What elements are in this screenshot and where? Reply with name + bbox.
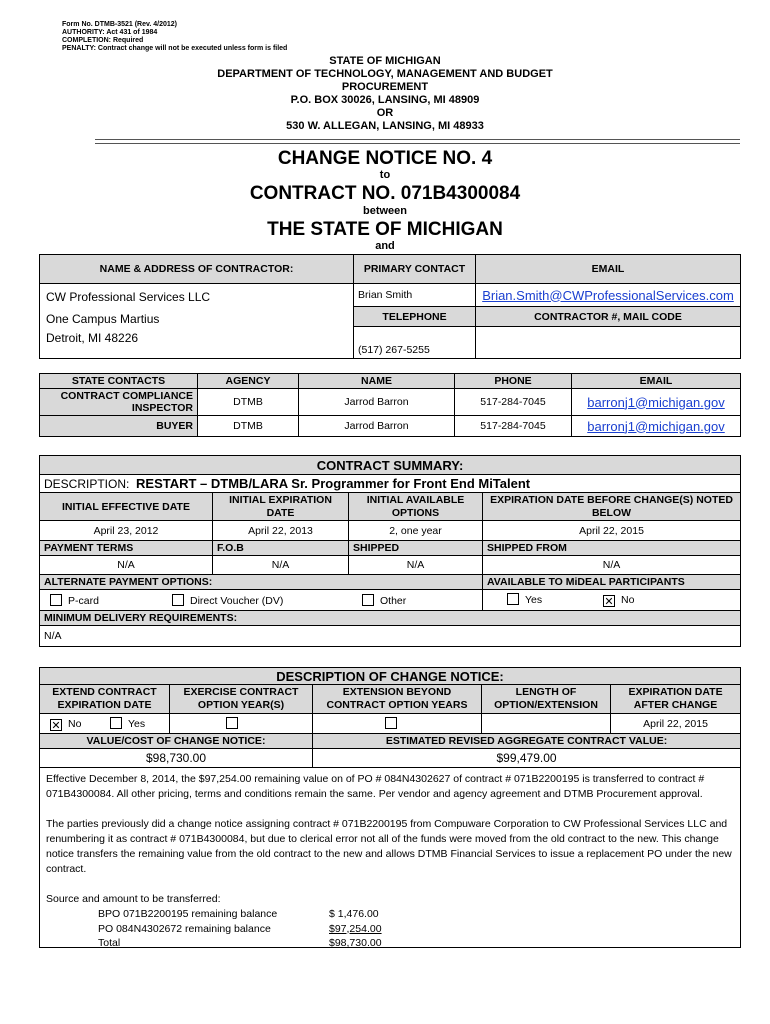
extend-yes-label: Yes [128,717,146,730]
email-header: EMAIL [476,255,741,284]
contractor-name-address-header: NAME & ADDRESS OF CONTRACTOR: [40,255,354,284]
contact-phone: 517-284-7045 [455,389,572,416]
transfer-label: Total [98,937,121,949]
initial-options: 2, one year [349,521,483,541]
transfer-amount: $97,254.00 [329,922,382,935]
pcard-label: P-card [68,594,99,607]
fob-header: F.O.B [213,541,349,556]
form-metadata [62,21,287,53]
shipped-header: SHIPPED [349,541,483,556]
primary-contact-header: PRIMARY CONTACT [354,255,476,284]
state-email-header: EMAIL [572,374,741,389]
table-row [98,936,382,951]
extend-no-label: No [68,717,82,730]
extension-beyond-checkbox[interactable] [385,717,397,729]
state-contacts-header: STATE CONTACTS [40,374,198,389]
expiration-before-change: April 22, 2015 [483,521,741,541]
other-label: Other [380,594,407,607]
transfer-label: PO 084N4302672 remaining balance [98,922,271,935]
initial-effective-date: April 23, 2012 [40,521,213,541]
extension-beyond-header: EXTENSION BEYOND CONTRACT OPTION YEARS [313,685,482,714]
source-label: Source and amount to be transferred: [46,893,221,905]
mideal-no-label: No [621,594,635,606]
direct-voucher-checkbox[interactable] [172,594,184,606]
table-row [98,907,382,922]
initial-options-header: INITIAL AVAILABLE OPTIONS [349,493,483,521]
contact-role: CONTRACT COMPLIANCE INSPECTOR [40,389,198,416]
contractor-table [39,254,741,359]
header-division: PROCUREMENT [341,81,429,93]
change-notice-narrative [46,772,736,951]
mideal-options [483,590,741,611]
header-state: STATE OF MICHIGAN [329,55,441,67]
payment-terms-header: PAYMENT TERMS [40,541,213,556]
shipped-value: N/A [349,556,483,575]
value-of-change-header: VALUE/COST OF CHANGE NOTICE: [40,734,313,749]
header-department: DEPARTMENT OF TECHNOLOGY, MANAGEMENT AND BUDGET [217,68,553,80]
shipped-from-value: N/A [483,556,741,575]
primary-contact-name: Brian Smith [354,284,476,307]
pcard-checkbox[interactable] [50,594,62,606]
contact-name: Jarrod Barron [299,416,455,437]
exercise-option-checkbox[interactable] [226,717,238,729]
contractor-address-line2: Detroit, MI 48226 [46,331,139,345]
contractor-address-cell [40,284,354,359]
header-street: 530 W. ALLEGAN, LANSING, MI 48933 [286,120,484,132]
telephone-header: TELEPHONE [354,307,476,327]
extend-expiration-header: EXTEND CONTRACT EXPIRATION DATE [40,685,170,714]
contractor-address-line1: One Campus Martius [46,312,160,326]
contractor-email-link[interactable]: Brian.Smith@CWProfessionalServices.com [482,287,734,303]
mideal-header: AVAILABLE TO MiDEAL PARTICIPANTS [483,575,741,590]
contact-role: BUYER [40,416,198,437]
minimum-delivery-value: N/A [40,626,741,647]
direct-voucher-label: Direct Voucher (DV) [190,594,284,607]
transfer-amount: $98,730.00 [329,937,382,949]
initial-effective-date-header: INITIAL EFFECTIVE DATE [40,493,213,521]
length-of-option-value [482,714,611,734]
phone-header: PHONE [455,374,572,389]
change-notice-title: DESCRIPTION OF CHANGE NOTICE: [40,668,741,685]
agency-header [0,55,770,133]
table-row [40,389,741,416]
contract-summary-title: CONTRACT SUMMARY: [40,456,741,475]
extend-yes-checkbox[interactable] [110,717,122,729]
contractor-email-cell[interactable] [476,284,741,307]
contractor-name: CW Professional Services LLC [46,290,211,304]
contact-email-cell[interactable] [572,389,741,416]
state-title: THE STATE OF MICHIGAN [267,219,503,240]
header-or: OR [376,107,394,119]
aggregate-value-header: ESTIMATED REVISED AGGREGATE CONTRACT VALUE: [313,734,741,749]
description-row [40,475,741,493]
length-of-option-header: LENGTH OF OPTION/EXTENSION [482,685,611,714]
contract-summary-table [39,455,741,647]
extension-beyond-cell [313,714,482,734]
transfer-table [98,907,382,951]
alternate-payment-header: ALTERNATE PAYMENT OPTIONS: [40,575,483,590]
contractor-telephone: (517) 267-5255 [354,327,476,359]
other-checkbox[interactable] [362,594,374,606]
minimum-delivery-header: MINIMUM DELIVERY REQUIREMENTS: [40,611,741,626]
header-po-box: P.O. BOX 30026, LANSING, MI 48909 [290,94,480,106]
title-between: between [362,205,407,217]
payment-terms: N/A [40,556,213,575]
mideal-no-checkbox[interactable]: ✕ [604,596,614,608]
table-row [40,416,741,437]
mideal-yes-checkbox[interactable] [507,593,519,605]
initial-expiration-date: April 22, 2013 [213,521,349,541]
state-contacts-table [39,373,741,437]
initial-expiration-date-header: INITIAL EXPIRATION DATE [213,493,349,521]
transfer-label: BPO 071B2200195 remaining balance [98,908,278,920]
title-and: and [375,240,395,252]
agency-header: AGENCY [198,374,299,389]
form-authority: AUTHORITY: Act 431 of 1984 [62,29,158,36]
contact-phone: 517-284-7045 [455,416,572,437]
shipped-from-header: SHIPPED FROM [483,541,741,556]
table-row [98,922,382,937]
expiration-after-change-header: EXPIRATION DATE AFTER CHANGE [611,685,741,714]
exercise-option-header: EXERCISE CONTRACT OPTION YEAR(S) [170,685,313,714]
alternate-payment-options [40,590,483,611]
form-completion: COMPLETION: Required [62,37,144,44]
contact-name: Jarrod Barron [299,389,455,416]
change-notice-title: CHANGE NOTICE NO. 4 [277,148,493,169]
contact-email-link[interactable]: barronj1@michigan.gov [587,394,725,410]
narrative-paragraph-2: The parties previously did a change notice assigning contract # 071B2200195 from Compuware Corporation to CW Professional Services LLC and renumbering it as contract # 071B4300084, but due to clerical error not all of the funds were moved from the old contract to the new. This change notice transfers the remaining value from the old contract to the new and allows DTMB Financial Services to issue a replacement PO under the new contract. [46,818,732,875]
narrative-paragraph-1: Effective December 8, 2014, the $97,254.00 remaining value on of PO # 084N4302627 of contract # 071B2200195 is transferred to contract # 071B4300084. All other pricing, terms and conditions remain the same. Per vendor and agency agreement and DTMB Procurement approval. [46,773,705,800]
contact-email-cell[interactable] [572,416,741,437]
value-of-change: $98,730.00 [40,749,313,768]
description-label: DESCRIPTION: [44,477,130,491]
contact-agency: DTMB [198,389,299,416]
contractor-number-value [476,327,741,359]
name-header: NAME [299,374,455,389]
fob-value: N/A [213,556,349,575]
mideal-yes-label: Yes [525,594,543,606]
description-value: RESTART – DTMB/LARA Sr. Programmer for Front End MiTalent [136,476,531,491]
exercise-option-cell [170,714,313,734]
expiration-after-change: April 22, 2015 [611,714,741,734]
contact-agency: DTMB [198,416,299,437]
contract-number-title: CONTRACT NO. 071B4300084 [249,183,521,204]
extend-no-checkbox[interactable]: ✕ [51,719,61,732]
expiration-before-change-header: EXPIRATION DATE BEFORE CHANGE(S) NOTED BELOW [483,493,741,521]
header-divider [95,139,740,140]
contractor-number-header: CONTRACTOR #, MAIL CODE [476,307,741,327]
header-divider-2 [95,143,740,144]
transfer-amount: $ 1,476.00 [329,908,379,920]
form-penalty: PENALTY: Contract change will not be executed unless form is filed [62,45,288,52]
form-number: Form No. DTMB-3521 (Rev. 4/2012) [62,21,178,28]
title-to: to [379,169,391,181]
extend-options [40,714,170,734]
contact-email-link[interactable]: barronj1@michigan.gov [587,418,725,434]
aggregate-value: $99,479.00 [313,749,741,768]
